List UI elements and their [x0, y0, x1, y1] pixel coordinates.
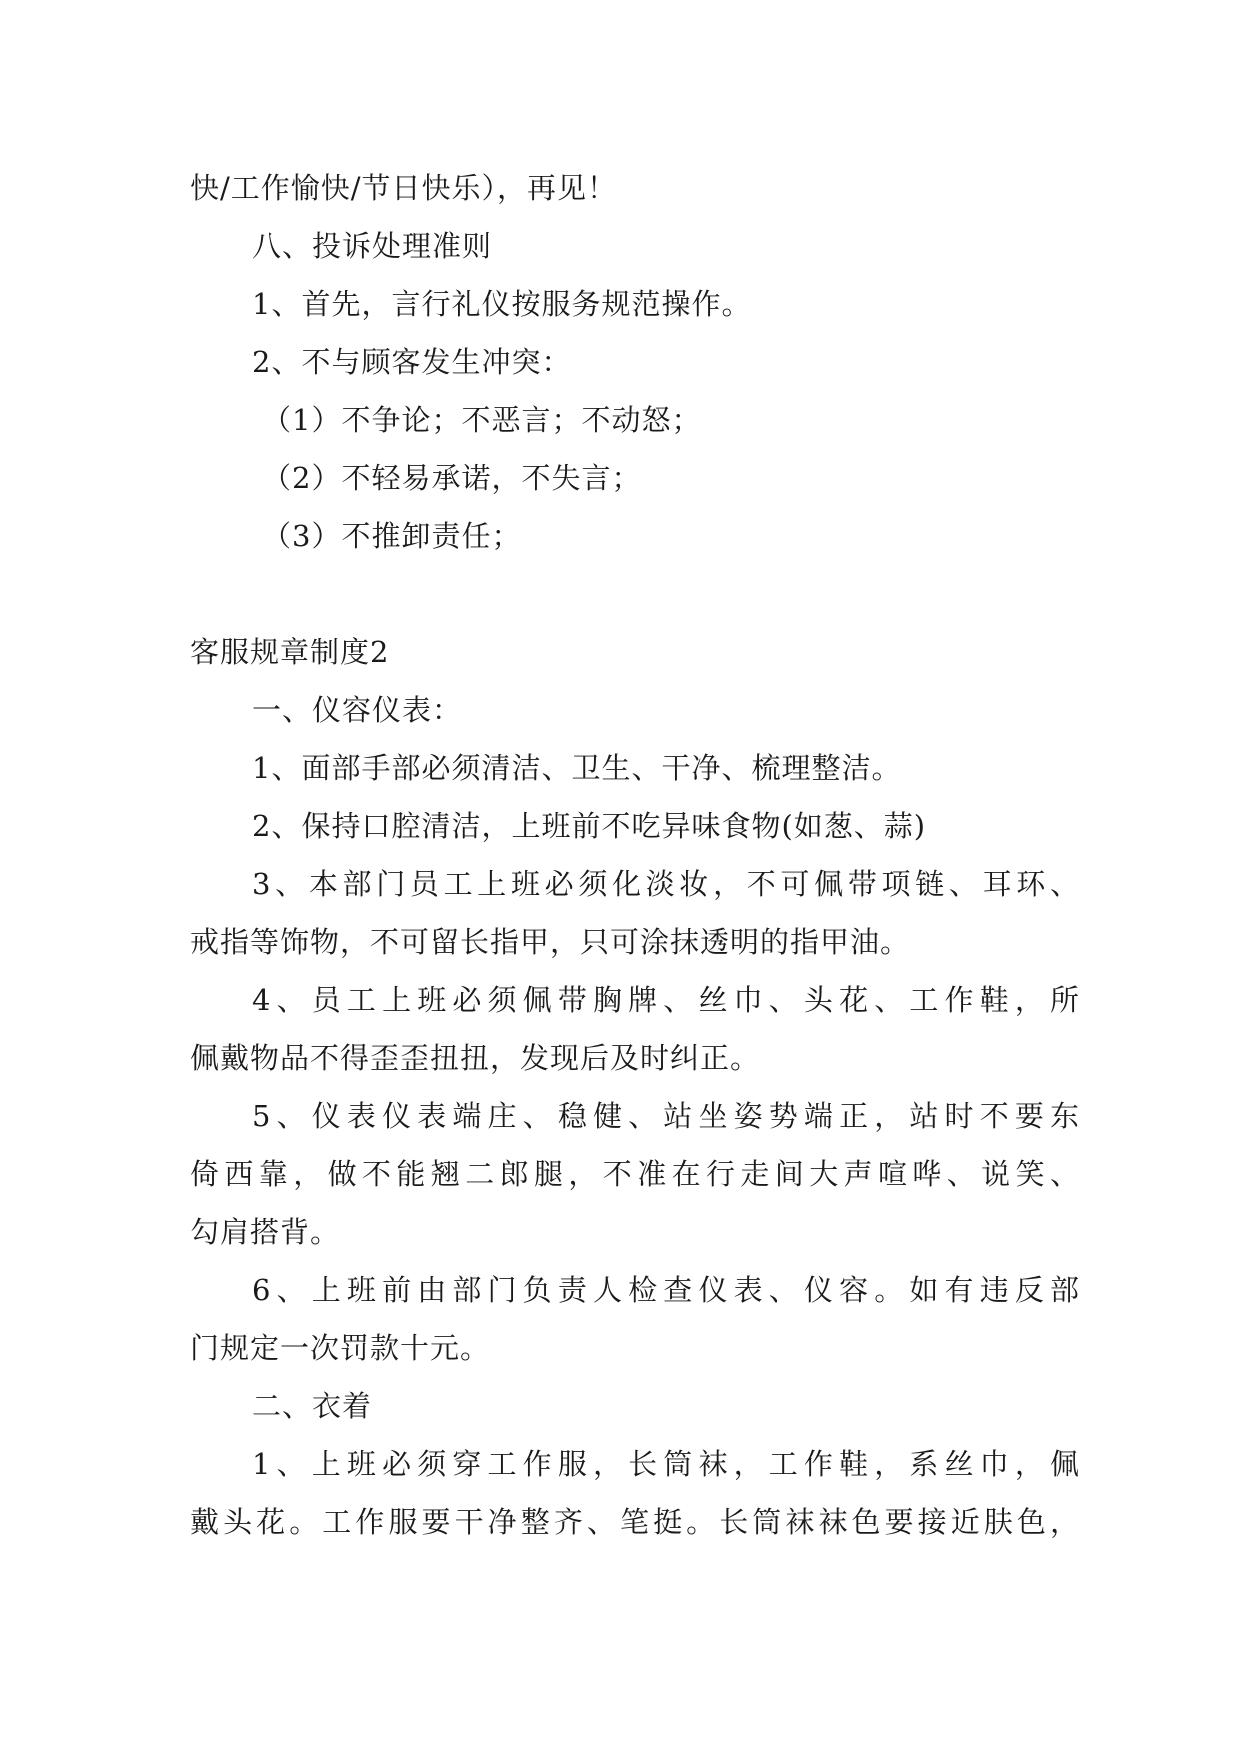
text-line: 1、首先，言行礼仪按服务规范操作。 [252, 287, 752, 321]
text-line: 2、保持口腔清洁，上班前不吃异味食物(如葱、蒜) [252, 809, 927, 843]
text-line: 勾肩搭背。 [190, 1215, 341, 1249]
document-title: 客服规章制度2 [190, 635, 390, 669]
section-heading: 一、仪容仪表： [252, 693, 463, 727]
text-line: 佩戴物品不得歪歪扭扭，发现后及时纠正。 [190, 1041, 761, 1075]
text-line: 快/工作愉快/节日快乐），再见！ [190, 171, 618, 205]
text-line: 4、员工上班必须佩带胸牌、丝巾、头花、工作鞋，所 [252, 983, 1080, 1017]
section-heading: 八、投诉处理准则 [252, 229, 493, 263]
text-line: 6、上班前由部门负责人检查仪表、仪容。如有违反部 [252, 1273, 1080, 1307]
list-item: （2）不轻易承诺，不失言； [262, 461, 642, 495]
text-line: 1、上班必须穿工作服，长筒袜，工作鞋，系丝巾，佩 [252, 1447, 1080, 1481]
text-line: 5、仪表仪表端庄、稳健、站坐姿势端正，站时不要东 [252, 1099, 1080, 1133]
list-item: （1）不争论；不恶言；不动怒； [262, 403, 702, 437]
list-item: （3）不推卸责任； [262, 519, 522, 553]
text-line: 倚西靠，做不能翘二郎腿，不准在行走间大声喧哗、说笑、 [190, 1157, 1080, 1191]
section-heading: 二、衣着 [252, 1389, 373, 1423]
text-line: 2、不与顾客发生冲突： [252, 345, 572, 379]
text-line: 戴头花。工作服要干净整齐、笔挺。长筒袜袜色要接近肤色， [190, 1505, 1080, 1539]
text-line: 门规定一次罚款十元。 [190, 1331, 491, 1365]
text-line: 3、本部门员工上班必须化淡妆，不可佩带项链、耳环、 [252, 867, 1080, 901]
text-line: 戒指等饰物，不可留长指甲，只可涂抹透明的指甲油。 [190, 925, 911, 959]
text-line: 1、面部手部必须清洁、卫生、干净、梳理整洁。 [252, 751, 902, 785]
